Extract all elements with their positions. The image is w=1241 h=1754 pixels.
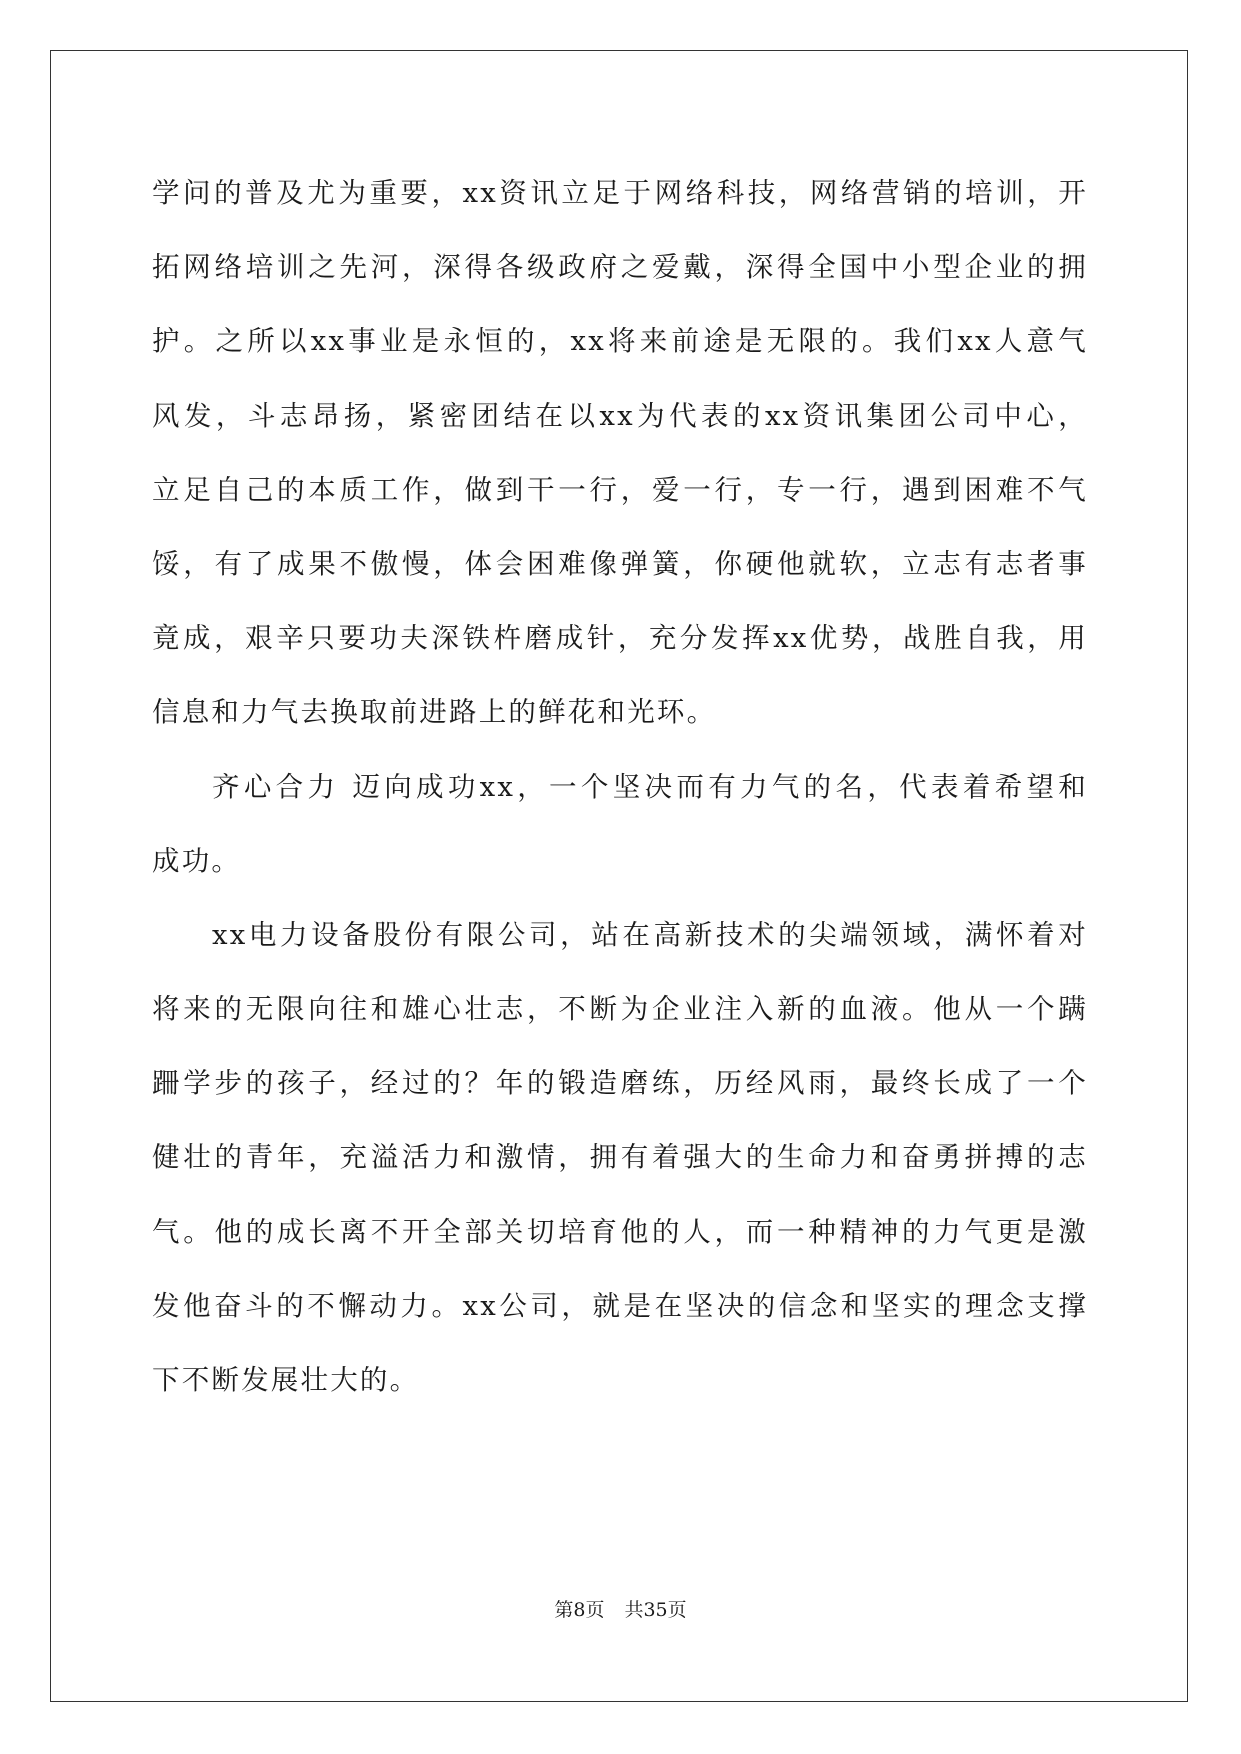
text-line: 健壮的青年，充溢活力和激情，拥有着强大的生命力和奋勇拼搏的志 [152,1141,1088,1174]
page-footer [0,1595,1241,1622]
text-line: xx电力设备股份有限公司，站在高新技术的尖端领域，满怀着对 [212,918,1088,951]
text-line: 齐心合力 迈向成功xx，一个坚决而有力气的名，代表着希望和 [212,770,1088,803]
page-number: 第8页 [554,1599,605,1621]
text-line: 成功。 [152,844,242,877]
text-line: 学问的普及尤为重要，xx资讯立足于网络科技，网络营销的培训，开 [152,177,1088,209]
text-line: 将来的无限向往和雄心壮志，不断为企业注入新的血液。他从一个蹒 [152,993,1088,1026]
text-line: 跚学步的孩子，经过的？年的锻造磨练，历经风雨，最终长成了一个 [152,1067,1088,1100]
text-line: 拓网络培训之先河，深得各级政府之爱戴，深得全国中小型企业的拥 [152,251,1088,284]
text-line: 风发，斗志昂扬，紧密团结在以xx为代表的xx资讯集团公司中心， [152,399,1088,432]
text-line: 馁，有了成果不傲慢，体会困难像弹簧，你硬他就软，立志有志者事 [152,547,1088,580]
text-line: 下不断发展壮大的。 [152,1364,420,1396]
text-line: 护。之所以xx事业是永恒的，xx将来前途是无限的。我们xx人意气 [152,325,1088,358]
text-line: 信息和力气去换取前进路上的鲜花和光环。 [152,696,717,729]
text-line: 立足自己的本质工作，做到干一行，爱一行，专一行，遇到困难不气 [152,473,1088,506]
page-total: 共35页 [624,1599,687,1621]
document-body [152,156,1088,1417]
text-line: 竟成，艰辛只要功夫深铁杵磨成针，充分发挥xx优势，战胜自我，用 [152,622,1088,655]
text-line: 发他奋斗的不懈动力。xx公司，就是在坚决的信念和坚实的理念支撑 [152,1289,1088,1322]
text-line: 气。他的成长离不开全部关切培育他的人，而一种精神的力气更是激 [152,1215,1088,1248]
